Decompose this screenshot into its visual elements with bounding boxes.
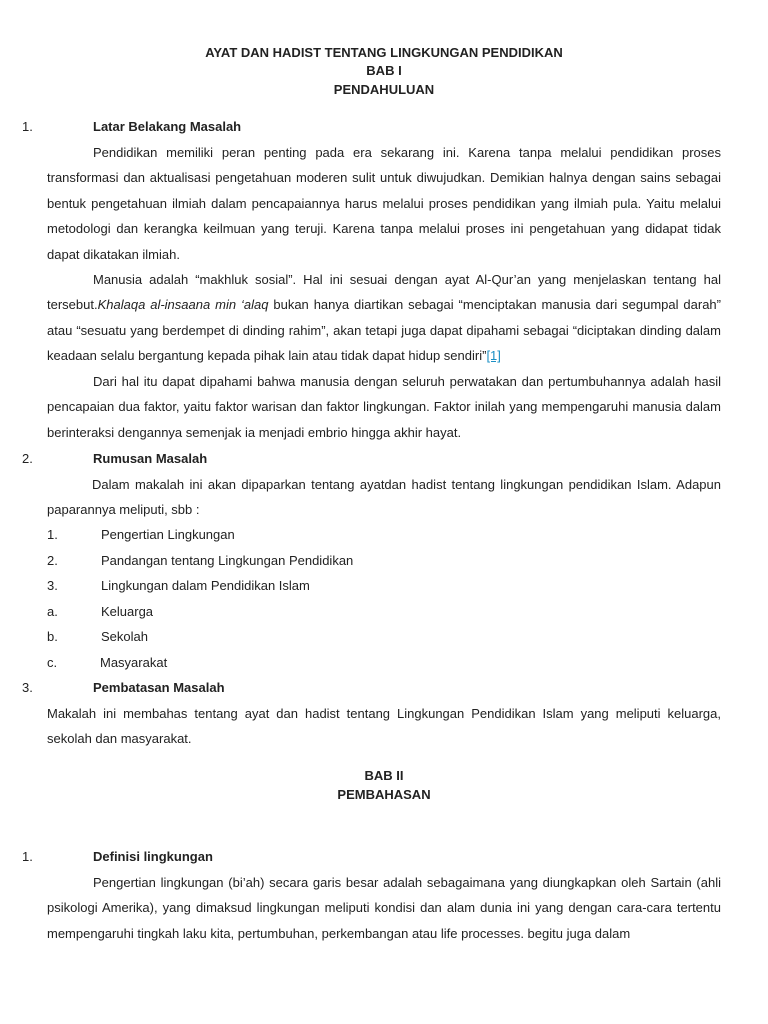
list-item-number: 2. bbox=[47, 553, 58, 568]
paragraph: Pendidikan memiliki peran penting pada era sekarang ini. Karena tanpa melalui pendidikan proses transformasi dan aktualisasi pengetahuan moderen sulit untuk diwujudkan. Demikian halnya dengan sains sebagai bentuk pengetahuan ilmiah dalam pencapaiannya harus melalui proses pendidikan yang ilmiah pula. Yaitu melalui metodologi dan kerangka keilmuan yang teruji. Karena tanpa melalui proses ini pengetahuan yang didapat tidak dapat dikatakan ilmiah. bbox=[47, 145, 721, 262]
list-item: Lingkungan dalam Pendidikan Islam bbox=[101, 578, 310, 593]
chapter-title: PENDAHULUAN bbox=[333, 82, 435, 97]
chapter-title: PEMBAHASAN bbox=[337, 787, 431, 802]
paragraph-text: Manusia adalah “makhluk sosial”. Hal ini sesuai dengan ayat Al-Qur’an yang menjelaskan tentang hal tersebut. bbox=[47, 272, 721, 313]
paragraph: Dalam makalah ini akan dipaparkan tentang ayatdan hadist tentang lingkungan pendidikan Islam. Adapun paparannya meliputi, sbb : bbox=[47, 477, 721, 518]
paragraph: Pengertian lingkungan (bi’ah) secara garis besar adalah sebagaimana yang diungkapkan oleh Sartain (ahli psikologi Amerika), yang dimaksud lingkungan meliputi kondisi dan alam dunia ini yang dengan cara-cara tertentu mempengaruhi tingkah laku kita, pertumbuhan, perkembangan atau life processes. begitu juga dalam bbox=[47, 875, 721, 941]
list-item: Pandangan tentang Lingkungan Pendidikan bbox=[101, 553, 354, 568]
section-heading: Latar Belakang Masalah bbox=[93, 119, 242, 134]
section-number: 3. bbox=[22, 680, 33, 695]
arabic-transliteration: Khalaqa al-insaana min ‘alaq bbox=[97, 297, 269, 313]
list-item: Pengertian Lingkungan bbox=[101, 527, 235, 542]
list-item: Masyarakat bbox=[100, 655, 168, 670]
paragraph: Dari hal itu dapat dipahami bahwa manusia dengan seluruh perwatakan dan pertumbuhannya adalah hasil pencapaian dua faktor, yaitu faktor warisan dan faktor lingkungan. Faktor inilah yang mempengaruhi manusia dalam berinteraksi dengannya semenjak ia menjadi embrio hingga akhir hayat. bbox=[47, 374, 721, 440]
list-item-number: b. bbox=[47, 629, 58, 644]
list-item-number: a. bbox=[47, 604, 58, 619]
section-heading: Definisi lingkungan bbox=[93, 849, 213, 864]
footnote-link[interactable]: [1] bbox=[486, 348, 501, 364]
chapter-label: BAB II bbox=[364, 768, 404, 783]
section-number: 2. bbox=[22, 451, 33, 466]
section-number: 1. bbox=[22, 119, 33, 134]
section-heading: Rumusan Masalah bbox=[93, 451, 208, 466]
list-item-number: c. bbox=[47, 655, 58, 670]
paragraph bbox=[47, 267, 721, 369]
list-item-number: 3. bbox=[47, 578, 58, 593]
paragraph-text: bukan hanya diartikan sebagai “menciptakan manusia dari segumpal darah” atau “sesuatu yang berdempet di dinding rahim”, akan tetapi juga dapat dipahami sebagai “diciptakan dinding dalam keadaan selalu bergantung kepada pihak lain atau tidak dapat hidup sendiri” bbox=[47, 297, 721, 364]
section-number: 1. bbox=[22, 849, 33, 864]
paragraph: Makalah ini membahas tentang ayat dan hadist tentang Lingkungan Pendidikan Islam yang meliputi keluarga, sekolah dan masyarakat. bbox=[47, 706, 721, 747]
document-title: AYAT DAN HADIST TENTANG LINGKUNGAN PENDIDIKAN bbox=[205, 45, 563, 60]
list-item: Sekolah bbox=[101, 629, 148, 644]
section-heading: Pembatasan Masalah bbox=[93, 680, 225, 695]
chapter-label: BAB I bbox=[366, 63, 402, 78]
list-item: Keluarga bbox=[101, 604, 154, 619]
list-item-number: 1. bbox=[47, 527, 58, 542]
